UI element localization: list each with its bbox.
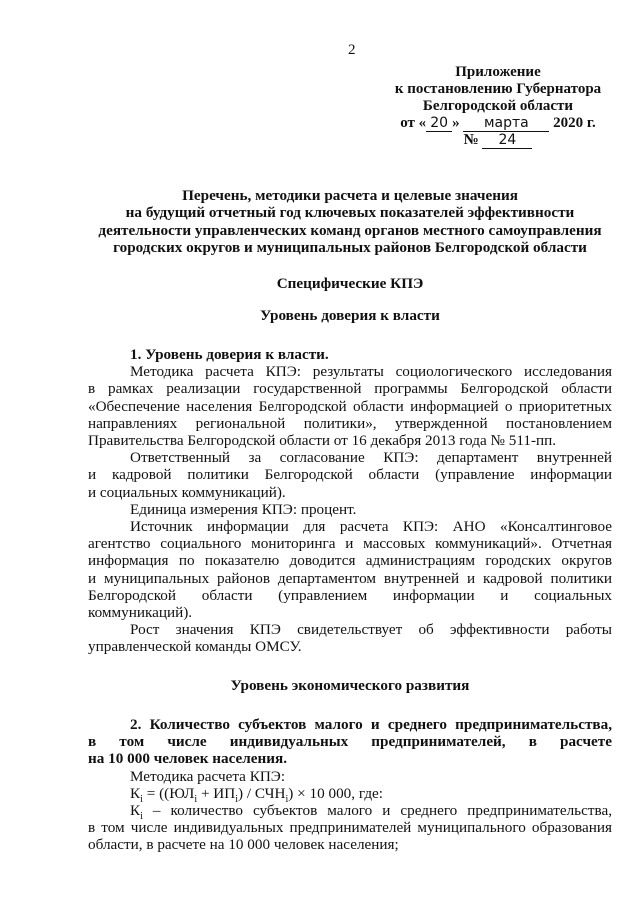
item1-responsible-line: Ответственный за согласование КПЭ: департамент внутренней (130, 449, 612, 467)
section-specific-heading: Специфические КПЭ (276, 275, 424, 292)
title-line: Перечень, методики расчета и целевые значения (182, 187, 518, 204)
item2-heading-line: 2. Количество субъектов малого и среднего предпринимательства, (130, 716, 612, 733)
title-line: городских округов и муниципальных районов Белгородской области (113, 239, 587, 257)
item1-growth-line: Рост значения КПЭ свидетельствует об эффективности работы (130, 621, 612, 639)
appendix-line-2: Белгородской области (422, 98, 574, 114)
item2-block (88, 716, 612, 854)
title-line: деятельности управленческих команд органов местного самоуправления (98, 221, 602, 239)
item1-method-line: Правительства Белгородской области от 16 декабря 2013 года № 511-пп. (88, 432, 557, 450)
title-line: на будущий отчетный год ключевых показателей эффективности (125, 204, 575, 222)
item2-definition-line: области, в расчете на 10 000 человек населения; (88, 836, 399, 854)
item1-source-line: агентство социального мониторинга и массовых коммуникаций». Отчетная (88, 535, 612, 553)
date-quote: » (452, 115, 460, 131)
item1-method-line: направлениях региональной политики», утвержденной постановлением (88, 414, 612, 432)
item1-heading: 1. Уровень доверия к власти. (130, 346, 329, 363)
number-prefix: № (463, 132, 479, 148)
date-year: 2020 г. (553, 115, 596, 131)
item1-block (88, 346, 612, 656)
appendix-date (388, 115, 608, 132)
item2-heading-line: в том числе индивидуальных предпринимателей, в расчете (88, 733, 612, 751)
item1-growth-line: управленческой команды ОМСУ. (88, 638, 302, 656)
section-economy-heading: Уровень экономического развития (230, 677, 470, 694)
item1-source-line: коммуникаций). (88, 604, 193, 622)
appendix-title: Приложение (455, 64, 541, 80)
appendix-block (388, 64, 608, 149)
date-day: 20 (426, 116, 452, 132)
item2-definition-line: $К_i$ – количество субъектов малого и среднего предпринимательства, (130, 802, 612, 823)
number-value: 24 (482, 133, 532, 149)
date-prefix: от « (400, 115, 427, 131)
item1-source-line: Источник информации для расчета КПЭ: АНО «Консалтинговое (130, 518, 612, 536)
appendix-line-1: к постановлению Губернатора (394, 81, 602, 97)
section-trust-heading: Уровень доверия к власти (260, 307, 440, 324)
document-title (88, 187, 612, 257)
item1-method-line: в рамках реализации государственной программы Белгородской области (88, 380, 612, 398)
date-month: марта (463, 116, 549, 132)
item2-method-label: Методика расчета КПЭ: (130, 767, 286, 785)
item2-definition-line: в том числе индивидуальных предпринимателей муниципального образования (88, 819, 612, 837)
item1-unit: Единица измерения КПЭ: процент. (130, 500, 357, 518)
item1-method-line: Методика расчета КПЭ: результаты социологического исследования (130, 363, 612, 381)
item2-formula: $К_i = ((ЮЛ_i + ИП_i) / СЧН_i) \times 10$ 000, где: (130, 784, 384, 805)
item1-source-line: и муниципальных районов департаментом внутренней и кадровой политики (88, 569, 612, 587)
item2-heading-line: на 10 000 человек населения. (88, 750, 288, 768)
item1-source-line: Белгородской области (управлением информации и социальных (88, 586, 612, 604)
appendix-number (388, 132, 608, 149)
item1-method-line: «Обеспечение населения Белгородской области информацией о приоритетных (88, 397, 612, 415)
item1-responsible-line: и кадровой политики Белгородской области (управление информации (88, 466, 612, 484)
item1-source-line: информация по показателю доводится администрациям городских округов (88, 552, 612, 570)
item1-responsible-line: и социальных коммуникаций). (88, 483, 286, 501)
page-number: 2 (348, 42, 356, 58)
